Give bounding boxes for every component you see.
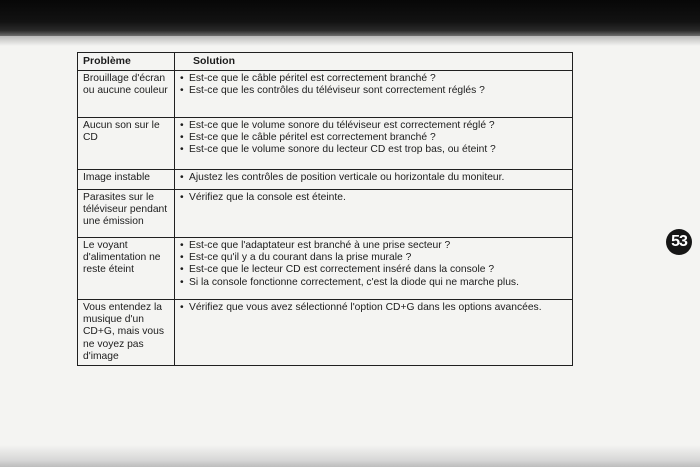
table-header-row (78, 53, 573, 71)
solution-item: • Est-ce qu'il y a du courant dans la prise murale ? (180, 252, 567, 264)
solution-item: • Est-ce que les contrôles du téléviseur sont correctement réglés ? (180, 85, 567, 97)
table-row (78, 71, 573, 118)
problem-cell: Parasites sur le téléviseur pendant une émission (78, 190, 175, 238)
solution-list (180, 302, 567, 314)
table-row (78, 300, 573, 366)
solution-item: • Est-ce que le câble péritel est correctement branché ? (180, 73, 567, 85)
solution-list (180, 192, 567, 204)
problem-cell: Image instable (78, 170, 175, 190)
scan-top-fade (0, 36, 700, 46)
solution-item: • Si la console fonctionne correctement, c'est la diode qui ne marche plus. (180, 277, 567, 289)
table-row (78, 238, 573, 300)
solution-cell (175, 118, 573, 170)
header-solution: Solution (175, 53, 573, 71)
problem-cell: Brouillage d'écran ou aucune couleur (78, 71, 175, 118)
solution-item: • Est-ce que le volume sonore du lecteur CD est trop bas, ou éteint ? (180, 144, 567, 156)
table-row (78, 190, 573, 238)
solution-list (180, 172, 567, 184)
scan-bottom-edge (0, 445, 700, 467)
solution-cell (175, 300, 573, 366)
solution-list (180, 240, 567, 289)
solution-cell (175, 190, 573, 238)
problem-cell: Aucun son sur le CD (78, 118, 175, 170)
solution-item: • Vérifiez que vous avez sélectionné l'option CD+G dans les options avancées. (180, 302, 567, 314)
solution-item: • Ajustez les contrôles de position verticale ou horizontale du moniteur. (180, 172, 567, 184)
solution-item: • Est-ce que le volume sonore du téléviseur est correctement réglé ? (180, 120, 567, 132)
problem-cell: Le voyant d'alimentation ne reste éteint (78, 238, 175, 300)
solution-cell (175, 71, 573, 118)
header-problem: Problème (78, 53, 175, 71)
solution-item: • Est-ce que le câble péritel est correctement branché ? (180, 132, 567, 144)
solution-cell (175, 170, 573, 190)
solution-item: • Est-ce que l'adaptateur est branché à une prise secteur ? (180, 240, 567, 252)
solution-cell (175, 238, 573, 300)
page-number-badge: 53 (666, 229, 692, 255)
table-row (78, 118, 573, 170)
solution-item: • Est-ce que le lecteur CD est correctement inséré dans la console ? (180, 264, 567, 276)
scan-top-edge (0, 0, 700, 36)
troubleshooting-table (77, 52, 573, 366)
table-row (78, 170, 573, 190)
solution-item: • Vérifiez que la console est éteinte. (180, 192, 567, 204)
problem-cell: Vous entendez la musique d'un CD+G, mais vous ne voyez pas d'image (78, 300, 175, 366)
solution-list (180, 120, 567, 157)
solution-list (180, 73, 567, 97)
